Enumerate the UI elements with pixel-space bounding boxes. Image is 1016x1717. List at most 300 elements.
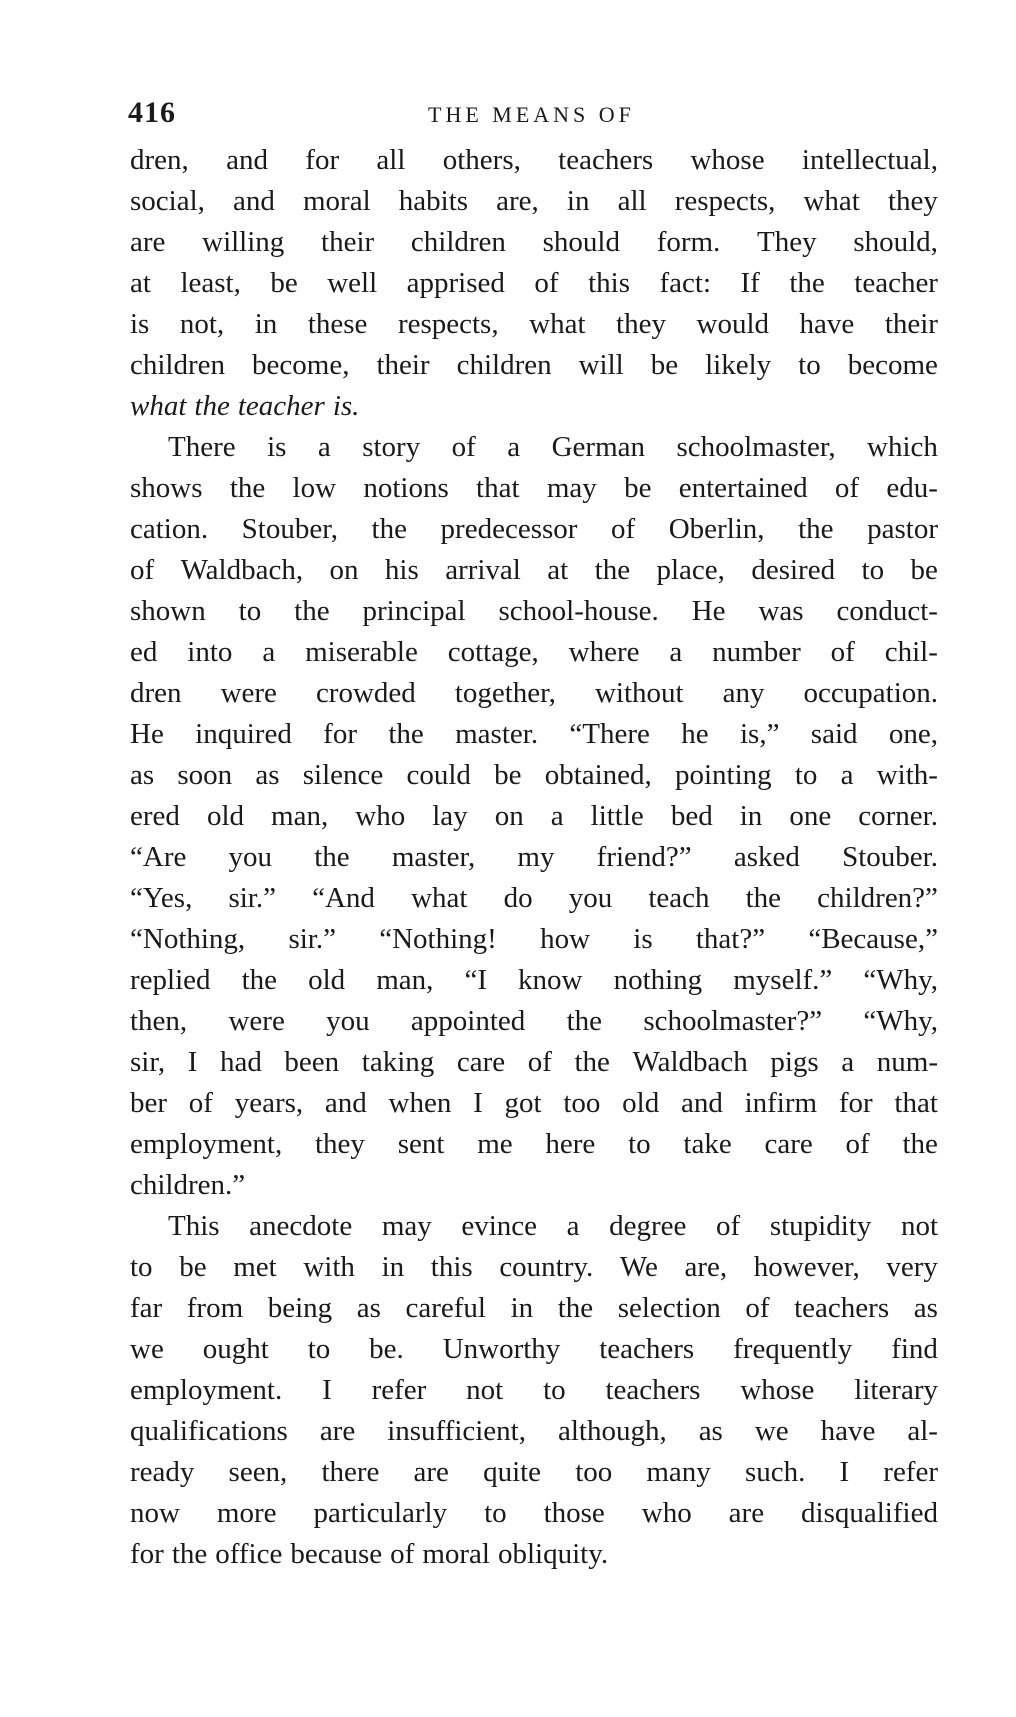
- word: least,: [180, 267, 241, 299]
- word: those: [543, 1497, 605, 1529]
- word: should: [542, 226, 620, 258]
- word: This: [168, 1210, 220, 1242]
- word: any: [722, 677, 765, 709]
- word: pigs: [770, 1046, 819, 1078]
- word: children: [456, 349, 552, 381]
- word: we: [754, 1415, 789, 1447]
- word: teachers: [794, 1292, 890, 1324]
- word: dren: [130, 677, 182, 709]
- word: have: [820, 1415, 876, 1447]
- word: one: [789, 800, 832, 832]
- word: all: [617, 185, 647, 217]
- word: a: [317, 431, 331, 463]
- word: appointed: [410, 1005, 526, 1037]
- word: care: [456, 1046, 506, 1078]
- word: teach: [648, 882, 710, 914]
- word: what: [529, 308, 586, 340]
- word: teacher: [854, 267, 938, 299]
- word: with: [303, 1251, 355, 1283]
- word: a: [507, 431, 521, 463]
- word: taking: [361, 1046, 435, 1078]
- word: be: [910, 554, 938, 586]
- word: find: [891, 1333, 938, 1365]
- word: “Why,: [863, 1005, 938, 1037]
- word: careful: [405, 1292, 486, 1324]
- word: others,: [442, 144, 521, 176]
- word: care: [764, 1128, 813, 1160]
- text-line: [130, 1124, 938, 1165]
- word: may: [546, 472, 597, 504]
- word: with-: [876, 759, 938, 791]
- text-line: [130, 1493, 938, 1534]
- word: “Are: [130, 841, 187, 873]
- word: a: [566, 1210, 580, 1242]
- word: If: [740, 267, 760, 299]
- word: miserable: [305, 636, 418, 668]
- text-line: [130, 878, 938, 919]
- word: for: [305, 144, 340, 176]
- text-line: [130, 837, 938, 878]
- word: to: [798, 349, 821, 381]
- word: these: [307, 308, 368, 340]
- text-line: [130, 755, 938, 796]
- word: story: [362, 431, 421, 463]
- word: far: [130, 1292, 163, 1324]
- word: be: [494, 759, 522, 791]
- word: got: [504, 1087, 542, 1119]
- word: will: [578, 349, 624, 381]
- word: their: [376, 349, 430, 381]
- word: fact:: [659, 267, 711, 299]
- word: were: [228, 1005, 285, 1037]
- word: obliquity.: [497, 1538, 609, 1570]
- word: dren,: [130, 144, 189, 176]
- word: children?”: [817, 882, 938, 914]
- word: school-house.: [498, 595, 659, 627]
- word: been: [284, 1046, 340, 1078]
- word: are: [319, 1415, 356, 1447]
- word: of: [830, 636, 855, 668]
- word: this: [588, 267, 630, 299]
- word: “Why,: [863, 964, 938, 996]
- word: in: [566, 185, 590, 217]
- word: are: [728, 1497, 765, 1529]
- word: to: [130, 1251, 153, 1283]
- word: disqualified: [801, 1497, 938, 1529]
- word: without: [594, 677, 684, 709]
- text-line: [130, 550, 938, 591]
- word: habits: [398, 185, 469, 217]
- word: on: [494, 800, 524, 832]
- word: refer: [883, 1456, 938, 1488]
- word: who: [641, 1497, 692, 1529]
- word: Waldbach,: [180, 554, 304, 586]
- text-line: [130, 1329, 938, 1370]
- word: entertained: [678, 472, 808, 504]
- word: be: [179, 1251, 207, 1283]
- word: They: [757, 226, 817, 258]
- word: the: [745, 882, 782, 914]
- word: frequently: [733, 1333, 853, 1365]
- word: in: [254, 308, 278, 340]
- word: pointing: [675, 759, 772, 791]
- word: principal: [362, 595, 466, 627]
- word: and: [324, 1087, 367, 1119]
- word: were: [220, 677, 277, 709]
- word: sir,: [130, 1046, 166, 1078]
- word: German: [551, 431, 646, 463]
- word: pastor: [867, 513, 938, 545]
- word: as: [356, 1292, 381, 1324]
- word: office: [215, 1538, 283, 1570]
- word: He: [691, 595, 726, 627]
- word: of: [451, 431, 476, 463]
- word: they: [887, 185, 938, 217]
- word: that?”: [695, 923, 766, 955]
- word: could: [406, 759, 471, 791]
- word: for: [130, 1538, 164, 1570]
- word: apprised: [406, 267, 505, 299]
- word: said: [810, 718, 858, 750]
- word: although,: [557, 1415, 667, 1447]
- word: a: [669, 636, 683, 668]
- word: their: [321, 226, 375, 258]
- word: insufficient,: [387, 1415, 526, 1447]
- word: arrival: [445, 554, 521, 586]
- text-line: [130, 796, 938, 837]
- word: Unworthy: [442, 1333, 561, 1365]
- word: “I: [464, 964, 487, 996]
- word: the: [371, 513, 407, 545]
- word: the: [294, 595, 330, 627]
- word: a: [262, 636, 276, 668]
- word: their: [884, 308, 938, 340]
- text-line: [130, 1534, 938, 1575]
- word: is: [633, 923, 653, 955]
- text-line: [130, 1083, 938, 1124]
- word: man,: [376, 964, 434, 996]
- word: teacher: [237, 390, 325, 422]
- text-line: [130, 468, 938, 509]
- word: whose: [690, 144, 765, 176]
- word: soon: [177, 759, 233, 791]
- word: children: [130, 349, 226, 381]
- word: asked: [733, 841, 800, 873]
- word: little: [590, 800, 644, 832]
- word: of: [534, 267, 559, 299]
- word: friend?”: [596, 841, 692, 873]
- word: in: [510, 1292, 534, 1324]
- word: have: [799, 308, 855, 340]
- word: notions: [363, 472, 449, 504]
- word: teachers: [558, 144, 654, 176]
- text-line: [130, 1165, 938, 1206]
- text-line: [130, 427, 938, 468]
- word: are,: [496, 185, 539, 217]
- word: in: [381, 1251, 405, 1283]
- word: more: [216, 1497, 277, 1529]
- word: “And: [312, 882, 375, 914]
- word: of: [845, 1128, 870, 1160]
- word: social,: [130, 185, 205, 217]
- word: be: [270, 267, 298, 299]
- word: moral: [303, 185, 371, 217]
- text-line: [130, 673, 938, 714]
- word: crowded: [315, 677, 416, 709]
- text-line: [130, 386, 938, 427]
- word: al-: [907, 1415, 938, 1447]
- word: on: [329, 554, 359, 586]
- word: of: [610, 513, 636, 545]
- text-line: [130, 1452, 938, 1493]
- word: teachers: [599, 1333, 695, 1365]
- word: shown: [130, 595, 206, 627]
- word: you: [568, 882, 613, 914]
- word: which: [867, 431, 938, 463]
- body-text: [130, 140, 938, 1575]
- text-line: [130, 1042, 938, 1083]
- word: at: [547, 554, 569, 586]
- word: old: [308, 964, 346, 996]
- word: of: [716, 1210, 741, 1242]
- word: cation.: [130, 513, 209, 545]
- word: employment.: [130, 1374, 283, 1406]
- word: there: [321, 1456, 380, 1488]
- word: He: [130, 718, 164, 750]
- word: refer: [371, 1374, 427, 1406]
- text-line: [130, 1370, 938, 1411]
- text-line: [130, 1411, 938, 1452]
- word: for: [323, 718, 357, 750]
- word: children.”: [130, 1169, 246, 1201]
- word: to: [543, 1374, 566, 1406]
- word: and: [233, 185, 275, 217]
- word: to: [794, 759, 818, 791]
- word: my: [517, 841, 555, 873]
- word: then,: [130, 1005, 188, 1037]
- word: is,”: [739, 718, 780, 750]
- word: the: [566, 1005, 603, 1037]
- word: very: [886, 1251, 938, 1283]
- word: of: [188, 1087, 213, 1119]
- word: as: [130, 759, 155, 791]
- word: inquired: [195, 718, 292, 750]
- text-line: [130, 140, 938, 181]
- word: who: [355, 800, 406, 832]
- text-line: [130, 960, 938, 1001]
- text-line: [130, 263, 938, 304]
- text-line: [130, 1206, 938, 1247]
- page-number: 416: [128, 96, 176, 129]
- word: that: [894, 1087, 938, 1119]
- running-head: THE MEANS OF: [428, 102, 635, 127]
- word: the: [171, 1538, 208, 1570]
- word: intellectual,: [801, 144, 938, 176]
- word: all: [376, 144, 406, 176]
- word: qualifications: [130, 1415, 288, 1447]
- word: his: [384, 554, 419, 586]
- word: we: [130, 1333, 164, 1365]
- word: number: [712, 636, 801, 668]
- word: of: [390, 1538, 415, 1570]
- word: the: [314, 841, 350, 873]
- word: the: [574, 1046, 610, 1078]
- word: respects,: [397, 308, 499, 340]
- word: had: [219, 1046, 262, 1078]
- text-line: [130, 1247, 938, 1288]
- word: the: [594, 554, 631, 586]
- word: moral: [422, 1538, 490, 1570]
- word: respects,: [674, 185, 776, 217]
- word: well: [327, 267, 378, 299]
- word: a: [841, 1046, 855, 1078]
- word: to: [484, 1497, 507, 1529]
- word: ought: [202, 1333, 269, 1365]
- word: evince: [461, 1210, 538, 1242]
- word: as: [913, 1292, 938, 1324]
- word: be: [650, 349, 679, 381]
- word: one,: [888, 718, 938, 750]
- word: place,: [656, 554, 725, 586]
- word: occupation.: [803, 677, 938, 709]
- word: too: [575, 1456, 613, 1488]
- word: “Nothing,: [130, 923, 246, 955]
- word: as: [255, 759, 280, 791]
- text-line: [130, 919, 938, 960]
- word: where: [568, 636, 640, 668]
- word: me: [477, 1128, 513, 1160]
- word: such.: [744, 1456, 806, 1488]
- word: be.: [369, 1333, 404, 1365]
- word: however,: [753, 1251, 860, 1283]
- word: degree: [609, 1210, 687, 1242]
- word: are,: [684, 1251, 728, 1283]
- word: schoolmaster?”: [643, 1005, 823, 1037]
- word: master.: [455, 718, 539, 750]
- word: may: [381, 1210, 432, 1242]
- word: old: [206, 800, 244, 832]
- word: the: [798, 513, 834, 545]
- word: “There: [569, 718, 650, 750]
- word: is: [130, 308, 150, 340]
- text-line: [130, 1288, 938, 1329]
- word: into: [187, 636, 233, 668]
- word: when: [388, 1087, 452, 1119]
- word: how: [540, 923, 591, 955]
- word: they: [315, 1128, 365, 1160]
- word: I: [322, 1374, 332, 1406]
- word: Stouber.: [842, 841, 938, 873]
- word: become,: [252, 349, 350, 381]
- word: conduct-: [836, 595, 938, 627]
- word: silence: [302, 759, 384, 791]
- word: master,: [391, 841, 476, 873]
- word: sir.”: [288, 923, 336, 955]
- word: should,: [853, 226, 938, 258]
- word: what: [130, 390, 187, 422]
- word: willing: [202, 226, 285, 258]
- word: not: [900, 1210, 938, 1242]
- word: was: [758, 595, 804, 627]
- word: the: [789, 267, 825, 299]
- word: low: [292, 472, 337, 504]
- text-line: [130, 714, 938, 755]
- word: be: [624, 472, 652, 504]
- word: in: [739, 800, 763, 832]
- word: edu-: [886, 472, 938, 504]
- word: particularly: [313, 1497, 448, 1529]
- word: you: [228, 841, 273, 873]
- word: and: [680, 1087, 723, 1119]
- word: literary: [854, 1374, 938, 1406]
- word: Oberlin,: [668, 513, 765, 545]
- word: many: [646, 1456, 711, 1488]
- word: ered: [130, 800, 180, 832]
- page-header: [128, 92, 938, 132]
- word: met: [233, 1251, 277, 1283]
- word: nothing: [613, 964, 703, 996]
- word: together,: [454, 677, 556, 709]
- word: of: [834, 472, 860, 504]
- text-line: [130, 591, 938, 632]
- word: country.: [499, 1251, 594, 1283]
- word: shows: [130, 472, 203, 504]
- word: this: [430, 1251, 473, 1283]
- word: schoolmaster,: [676, 431, 836, 463]
- word: anecdote: [249, 1210, 353, 1242]
- word: children: [410, 226, 506, 258]
- word: ready: [130, 1456, 195, 1488]
- word: old: [622, 1087, 660, 1119]
- word: I: [473, 1087, 483, 1119]
- word: years,: [234, 1087, 304, 1119]
- word: now: [130, 1497, 180, 1529]
- word: are: [413, 1456, 449, 1488]
- word: “Yes,: [130, 882, 193, 914]
- word: seen,: [228, 1456, 288, 1488]
- word: form.: [656, 226, 721, 258]
- word: here: [545, 1128, 596, 1160]
- word: the: [388, 718, 424, 750]
- word: are: [130, 226, 166, 258]
- word: likely: [705, 349, 772, 381]
- word: corner.: [858, 800, 938, 832]
- text-line: [130, 345, 938, 386]
- word: “Nothing!: [379, 923, 497, 955]
- word: “Because,”: [808, 923, 938, 955]
- word: take: [683, 1128, 732, 1160]
- word: is: [267, 431, 287, 463]
- word: quite: [483, 1456, 542, 1488]
- word: of: [527, 1046, 552, 1078]
- word: predecessor: [440, 513, 578, 545]
- word: at: [130, 267, 151, 299]
- word: as: [698, 1415, 723, 1447]
- word: to: [628, 1128, 651, 1160]
- text-line: [130, 304, 938, 345]
- word: of: [130, 554, 155, 586]
- word: obtained,: [544, 759, 652, 791]
- word: infirm: [744, 1087, 818, 1119]
- word: being: [267, 1292, 333, 1324]
- word: ber: [130, 1087, 168, 1119]
- word: you: [326, 1005, 370, 1037]
- text-line: [130, 509, 938, 550]
- word: I: [187, 1046, 198, 1078]
- word: do: [503, 882, 533, 914]
- word: he: [681, 718, 709, 750]
- word: the: [241, 964, 278, 996]
